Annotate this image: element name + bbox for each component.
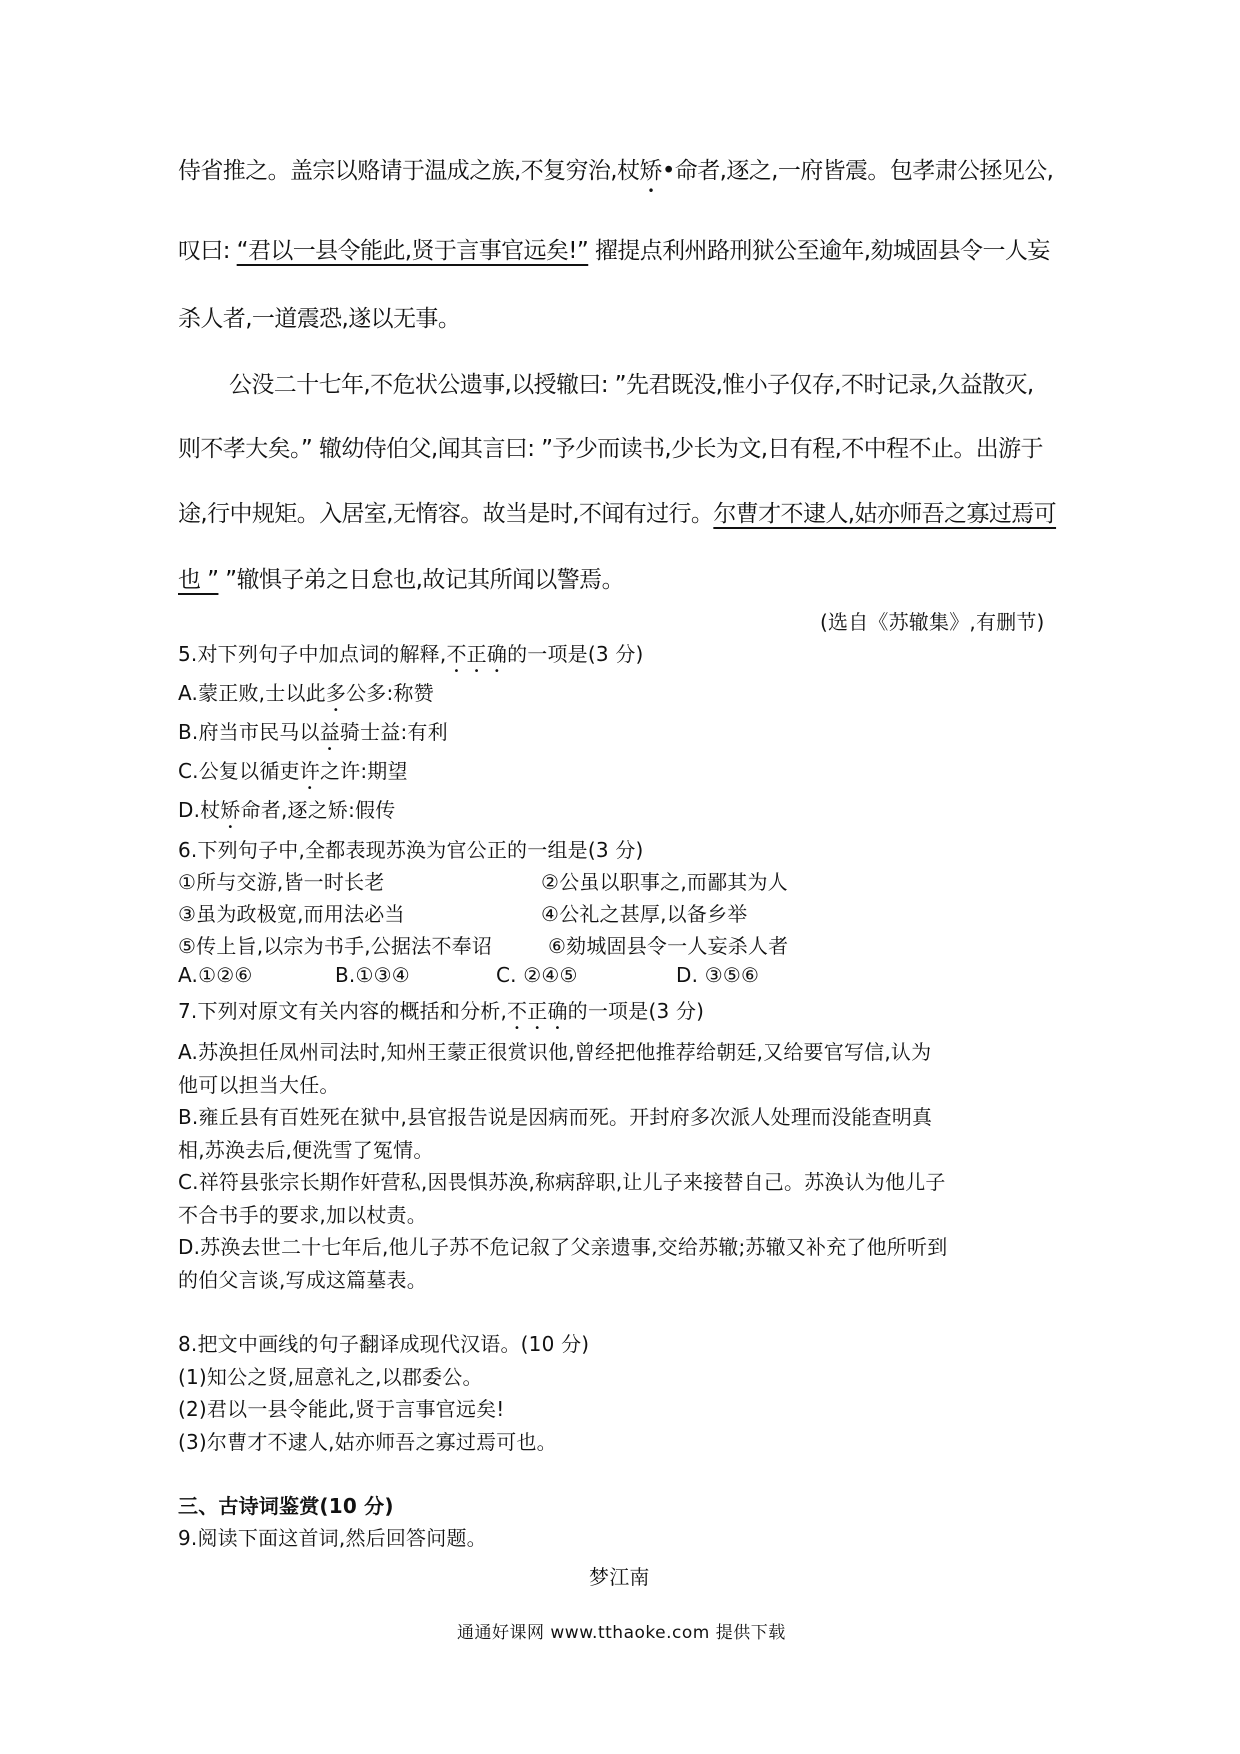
- q7-option-d-line-1: D.苏涣去世二十七年后,他儿子苏不危记叙了父亲遗事,交给苏辙;苏辙又补充了他所听到: [178, 1235, 948, 1259]
- dotted-word: 许: [299, 759, 320, 783]
- q5-stem: [178, 638, 644, 677]
- text-segment: 的一项是(3 分): [507, 642, 644, 666]
- text-segment: D.杖: [178, 798, 221, 822]
- text-segment: B.府当市民马以: [178, 720, 320, 744]
- q6-item-5: ⑤传上旨,以宗为书手,公据法不奉诏: [178, 934, 493, 958]
- q7-option-d-line-2: 的伯父言谈,写成这篇墓表。: [178, 1268, 427, 1292]
- dotted-word: 矫: [220, 798, 241, 822]
- underlined-sentence: 尔曹才不逮人,姑亦师吾之寡过焉可: [713, 501, 1057, 527]
- text-segment: 7.下列对原文有关内容的概括和分析,: [178, 999, 508, 1023]
- passage-line-7: [178, 561, 624, 594]
- q5-option-d: [178, 794, 395, 833]
- q7-option-a-line-1: A.苏涣担任凤州司法时,知州王蒙正很赏识他,曾经把他推荐给朝廷,又给要官写信,认为: [178, 1040, 932, 1064]
- q6-option-a: A.①②⑥: [178, 963, 253, 987]
- text-segment: 公多:称赞: [346, 681, 434, 705]
- q7-option-a-line-2: 他可以担当大任。: [178, 1073, 340, 1097]
- text-segment: A.蒙正败,士以此: [178, 681, 326, 705]
- dotted-word: 矫: [639, 158, 662, 184]
- q8-sentence-3: (3)尔曹才不逮人,姑亦师吾之寡过焉可也。: [178, 1430, 557, 1454]
- dotted-word: 不正确: [507, 999, 568, 1023]
- text-segment: 之许:期望: [319, 759, 408, 783]
- q5-option-a: [178, 677, 434, 716]
- q6-option-d: D. ③⑤⑥: [676, 963, 760, 987]
- passage-line-4: 公没二十七年,不危状公遗事,以授辙曰: ”先君既没,惟小子仅存,不时记录,久益散灭,: [229, 372, 1034, 398]
- q8-sentence-2: (2)君以一县令能此,贤于言事官远矣!: [178, 1397, 505, 1421]
- q6-option-b: B.①③④: [335, 963, 410, 987]
- q8-stem: 8.把文中画线的句子翻译成现代汉语。(10 分): [178, 1332, 590, 1356]
- q5-option-c: [178, 755, 408, 794]
- passage-line-3: 杀人者,一道震恐,遂以无事。: [178, 306, 461, 332]
- underlined-sentence: “君以一县令能此,贤于言事官远矣!”: [236, 238, 589, 264]
- passage-source: (选自《苏辙集》,有删节): [820, 610, 1045, 634]
- underlined-sentence: 也 ”: [178, 567, 219, 593]
- q6-item-3: ③虽为政极宽,而用法必当: [178, 902, 405, 926]
- text-segment: •命者,逐之,一府皆震。包孝肃公拯见公,: [661, 158, 1054, 184]
- text-segment: 擢提点利州路刑狱公至逾年,劾城固县令一人妄: [588, 238, 1050, 264]
- text-segment: ”辙惧子弟之日怠也,故记其所闻以警焉。: [218, 567, 624, 593]
- poem-title: 梦江南: [589, 1565, 650, 1589]
- q6-item-2: ②公虽以职事之,而鄙其为人: [541, 870, 788, 894]
- passage-line-2: [178, 232, 1050, 265]
- footer-text: 通通好课网 www.tthaoke.com 提供下载: [457, 1623, 786, 1643]
- q6-item-6: ⑥劾城固县令一人妄杀人者: [548, 934, 789, 958]
- section-heading: 三、古诗词鉴赏(10 分): [178, 1494, 394, 1518]
- q7-option-b-line-1: B.雍丘县有百姓死在狱中,县官报告说是因病而死。开封府多次派人处理而没能查明真: [178, 1105, 933, 1129]
- q7-option-c-line-2: 不合书手的要求,加以杖责。: [178, 1203, 427, 1227]
- passage-line-5: 则不孝大矣。” 辙幼侍伯父,闻其言曰: ”予少而读书,少长为文,日有程,不中程不止。出游于: [178, 436, 1043, 462]
- q7-option-b-line-2: 相,苏涣去后,便洗雪了冤情。: [178, 1138, 434, 1162]
- text-segment: 命者,逐之矫:假传: [240, 798, 396, 822]
- text-segment: C.公复以循吏: [178, 759, 300, 783]
- q8-sentence-1: (1)知公之贤,屈意礼之,以郡委公。: [178, 1365, 483, 1389]
- q7-option-c-line-1: C.祥符县张宗长期作奸营私,因畏惧苏涣,称病辞职,让儿子来接替自己。苏涣认为他儿子: [178, 1170, 946, 1194]
- q6-option-c: C. ②④⑤: [496, 963, 578, 987]
- text-segment: 的一项是(3 分): [567, 999, 705, 1023]
- passage-line-6: [178, 495, 1056, 528]
- q7-stem: [178, 995, 704, 1034]
- text-segment: 叹曰:: [178, 238, 237, 264]
- text-segment: 侍省推之。盖宗以赂请于温成之族,不复穷治,杖: [178, 158, 640, 184]
- text-segment: 5.对下列句子中加点词的解释,: [178, 642, 447, 666]
- dotted-word: 不正确: [446, 642, 508, 666]
- q6-stem: 6.下列句子中,全都表现苏涣为官公正的一组是(3 分): [178, 838, 644, 862]
- q9-stem: 9.阅读下面这首词,然后回答问题。: [178, 1526, 487, 1550]
- dotted-word: 多: [325, 681, 347, 705]
- text-segment: 骑士益:有利: [339, 720, 448, 744]
- q5-option-b: [178, 716, 448, 755]
- q6-item-4: ④公礼之甚厚,以备乡举: [541, 902, 748, 926]
- q6-item-1: ①所与交游,皆一时长老: [178, 870, 385, 894]
- dotted-word: 益: [319, 720, 340, 744]
- text-segment: 途,行中规矩。入居室,无惰容。故当是时,不闻有过行。: [178, 501, 714, 527]
- passage-line-1: [178, 152, 1053, 198]
